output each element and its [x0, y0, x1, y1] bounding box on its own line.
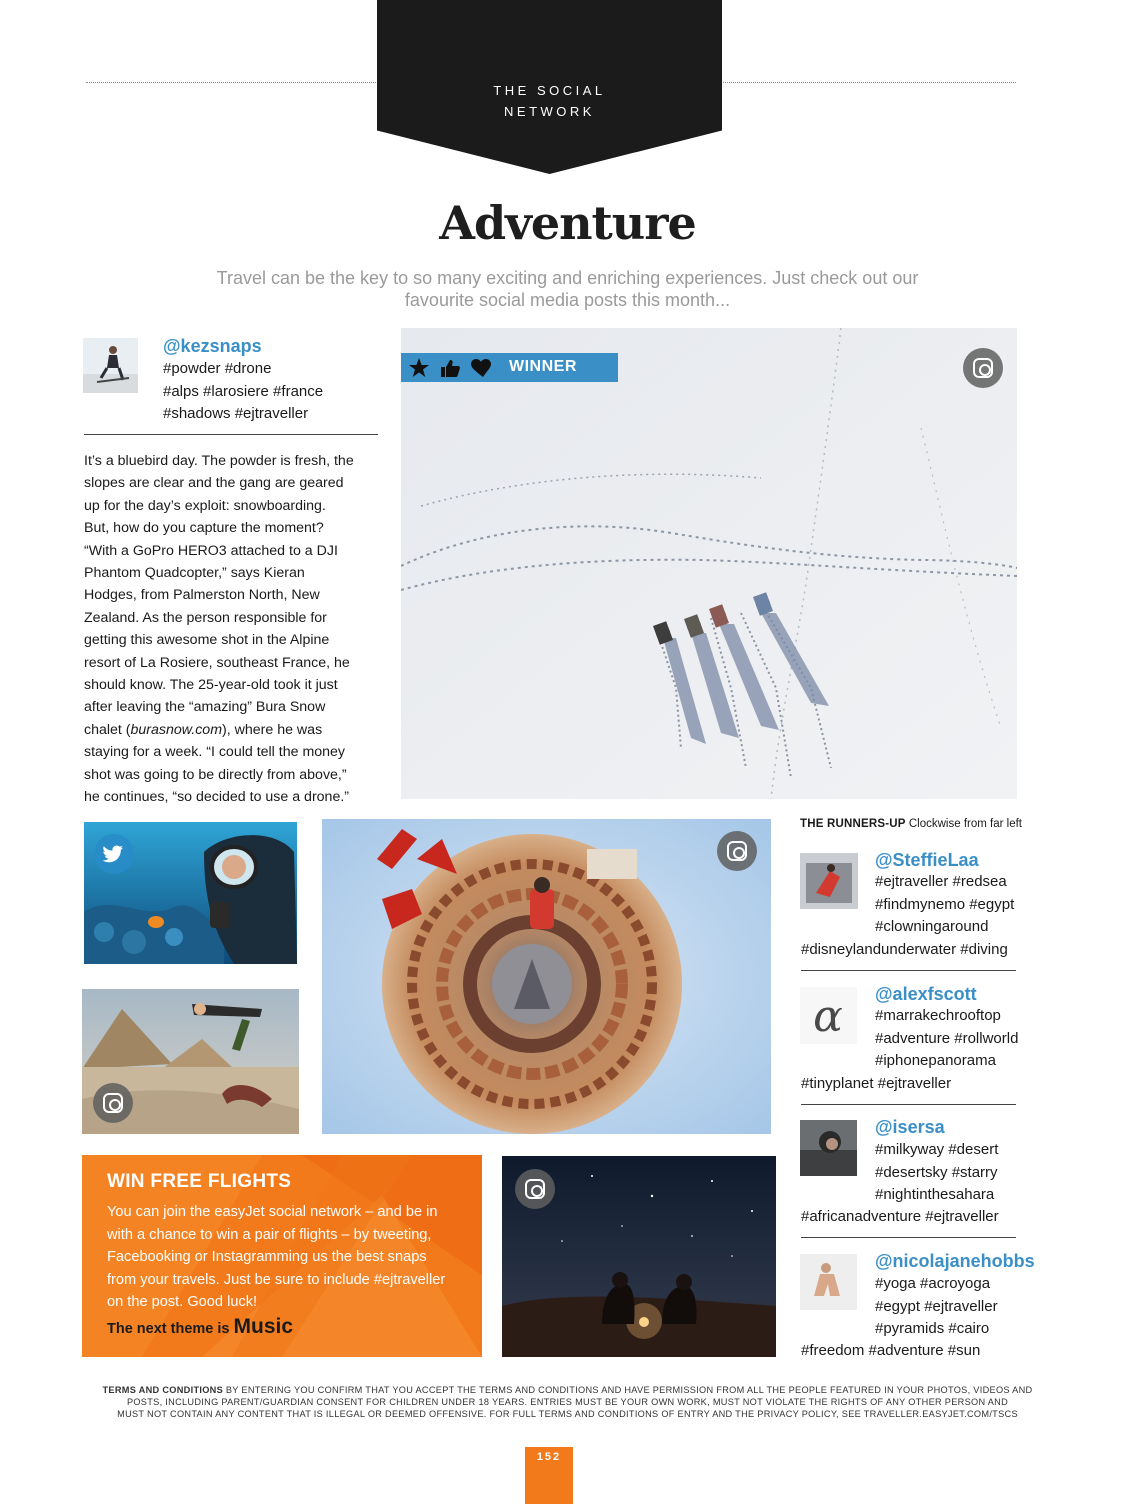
runner-tags-last: #disneylandunderwater #diving: [801, 941, 1008, 958]
winner-photo-snow-drone[interactable]: [401, 328, 1017, 799]
runners-up-heading-rest: Clockwise from far left: [905, 818, 1022, 830]
avatar-alexfscott[interactable]: [800, 987, 857, 1044]
runner-tags-line: #nightinthesahara: [875, 1186, 995, 1203]
runner-tags-line: #yoga #acroyoga: [875, 1275, 991, 1292]
avatar-kezsnaps[interactable]: [83, 338, 138, 393]
runner-tags-line: #ejtraveller #redsea: [875, 873, 1007, 890]
runner-tags-line: #pyramids #cairo: [875, 1320, 990, 1337]
runner-tags-last: #freedom #adventure #sun: [801, 1342, 981, 1359]
story-line: [84, 719, 384, 741]
story-line: should know. The 25-year-old took it just: [84, 677, 338, 694]
runner-tags-line: #desertsky #starry: [875, 1163, 998, 1181]
runner-tags-last: #tinyplanet #ejtraveller: [801, 1075, 952, 1092]
story-line: getting this awesome shot in the Alpine: [84, 632, 330, 649]
intro-line-1: Travel can be the key to so many exciting and enriching experiences. Just check out our: [216, 268, 919, 288]
story-link[interactable]: burasnow.com: [130, 721, 223, 738]
terms-line: POSTS, INCLUDING PARENT/GUARDIAN CONSENT FOR CHILDREN UNDER 18 YEARS. ENTRIES MUST BE YOUR OWN WORK, MUST NOT VIOLATE THE RIGHTS OF ANY OTHER PERSON AND: [126, 1397, 1009, 1407]
avatar-steffielaa[interactable]: [800, 853, 858, 909]
heart-icon: [471, 359, 491, 377]
terms-line: [80, 1384, 1055, 1396]
runner-tags-line: #milkyway #desert: [875, 1141, 999, 1158]
photo-sahara-night-sky[interactable]: [502, 1156, 776, 1357]
runner-tags: [875, 1005, 1018, 1073]
competition-box: [82, 1155, 482, 1357]
terms-and-conditions: [80, 1384, 1055, 1420]
alpha-logo: α: [813, 991, 843, 1042]
instagram-icon[interactable]: [93, 1083, 133, 1123]
runner-tags-line: #iphonepanorama: [875, 1052, 996, 1069]
runner-tags: [875, 1273, 998, 1341]
story-text: chalet (: [84, 721, 131, 738]
next-theme-prefix: The next theme is: [107, 1321, 234, 1337]
instagram-icon[interactable]: [515, 1169, 555, 1209]
star-icon: [409, 358, 429, 377]
winner-tags: [163, 358, 323, 426]
page-number-tab: [525, 1447, 573, 1504]
runner-handle[interactable]: @isersa: [875, 1117, 945, 1137]
winner-tags-line: #shadows #ejtraveller: [163, 405, 309, 422]
terms-heading: TERMS AND CONDITIONS: [102, 1385, 224, 1395]
competition-body: You can join the easyJet social network – and be in with a chance to win a pair of flights – by tweeting, Facebooking or Instagramming us the best snaps from your travels. Just be sure to include #ejtraveller on the post. Good luck!: [107, 1204, 446, 1310]
runner-handle[interactable]: @SteffieLaa: [875, 850, 979, 870]
next-theme-value: Music: [233, 1315, 294, 1338]
story-line: up for the day’s exploit: snowboarding.: [84, 497, 326, 514]
section-label-line1: THE SOCIAL: [493, 83, 606, 98]
runner-tags: [875, 1139, 998, 1207]
page-number: 152: [536, 1451, 562, 1463]
runner-tags-line: #findmynemo #egypt: [875, 895, 1015, 913]
avatar-isersa[interactable]: [800, 1120, 857, 1176]
runner-divider: [801, 970, 1016, 971]
story-line: slopes are clear and the gang are geared: [84, 475, 344, 492]
winner-badge-icons: [407, 357, 499, 379]
story-line: Phantom Quadcopter,” says Kieran: [84, 565, 305, 582]
winner-story: [84, 450, 384, 809]
runner-tags-line: #clowningaround: [875, 918, 989, 935]
winner-badge-label: WINNER: [509, 358, 577, 375]
winner-badge: [401, 353, 618, 382]
runner-divider: [801, 1104, 1016, 1105]
winner-handle[interactable]: @kezsnaps: [163, 336, 262, 356]
runners-up-heading-bold: THE RUNNERS-UP: [800, 818, 906, 830]
instagram-icon[interactable]: [963, 348, 1003, 388]
page-title: Adventure: [439, 196, 696, 250]
runner-divider: [801, 1237, 1016, 1238]
story-line: after leaving the “amazing” Bura Snow: [84, 699, 326, 716]
story-line: It’s a bluebird day. The powder is fresh, the: [84, 453, 354, 469]
photo-pyramids-acroyoga[interactable]: [82, 989, 299, 1134]
instagram-icon[interactable]: [717, 831, 757, 871]
intro-text: [160, 267, 975, 311]
runner-handle[interactable]: @alexfscott: [875, 984, 977, 1004]
winner-tags-line: #alps #larosiere #france: [163, 382, 324, 400]
runner-tags-line: #egypt #ejtraveller: [875, 1297, 998, 1315]
story-text: ), where he was: [222, 721, 323, 738]
runner-handle[interactable]: @nicolajanehobbs: [875, 1251, 1035, 1271]
terms-text: BY ENTERING YOU CONFIRM THAT YOU ACCEPT THE TERMS AND CONDITIONS AND HAVE PERMISSION FROM ALL THE PEOPLE FEATURED IN YOUR PHOTOS, VIDEOS AND: [223, 1385, 1033, 1395]
runner-tags: [875, 871, 1014, 939]
story-line: But, how do you capture the moment?: [84, 520, 324, 537]
runner-tags-last: #africanadventure #ejtraveller: [801, 1208, 999, 1225]
winner-divider: [84, 434, 378, 435]
story-line: Zealand. As the person responsible for: [84, 609, 327, 626]
runner-tags-line: #adventure #rollworld: [875, 1029, 1019, 1047]
thumbs-up-icon: [441, 360, 460, 377]
runners-up-heading: [800, 818, 1022, 830]
section-label-line2: NETWORK: [504, 104, 595, 119]
section-banner-text: [377, 80, 722, 122]
intro-line-2: favourite social media posts this month...: [404, 290, 731, 310]
photo-tiny-planet-marrakech[interactable]: [322, 819, 771, 1134]
terms-line: MUST NOT CONTAIN ANY CONTENT THAT IS ILLEGAL OR DEEMED OFFENSIVE. FOR FULL TERMS AND CONDITIONS OF ENTRY AND THE PRIVACY POLICY, SEE TRAVELLER.EASYJET.COM/TSCS: [117, 1409, 1018, 1419]
photo-underwater-diver[interactable]: [84, 822, 297, 964]
story-line: resort of La Rosiere, southeast France, he: [84, 654, 350, 671]
runner-tags-line: #marrakechrooftop: [875, 1007, 1001, 1024]
twitter-icon[interactable]: [94, 834, 134, 874]
avatar-nicolajanehobbs[interactable]: [800, 1254, 857, 1310]
competition-title: WIN FREE FLIGHTS: [107, 1171, 292, 1192]
winner-tags-line: #powder #drone: [163, 360, 272, 377]
next-theme: [107, 1315, 293, 1339]
story-line: shot was going to be directly from above,”: [84, 766, 347, 783]
story-line: staying for a week. “I could tell the money: [84, 744, 346, 761]
story-line: Hodges, from Palmerston North, New: [84, 587, 320, 604]
story-line: “With a GoPro HERO3 attached to a DJI: [84, 542, 338, 559]
story-line: he continues, “so decided to use a drone.”: [84, 789, 350, 806]
